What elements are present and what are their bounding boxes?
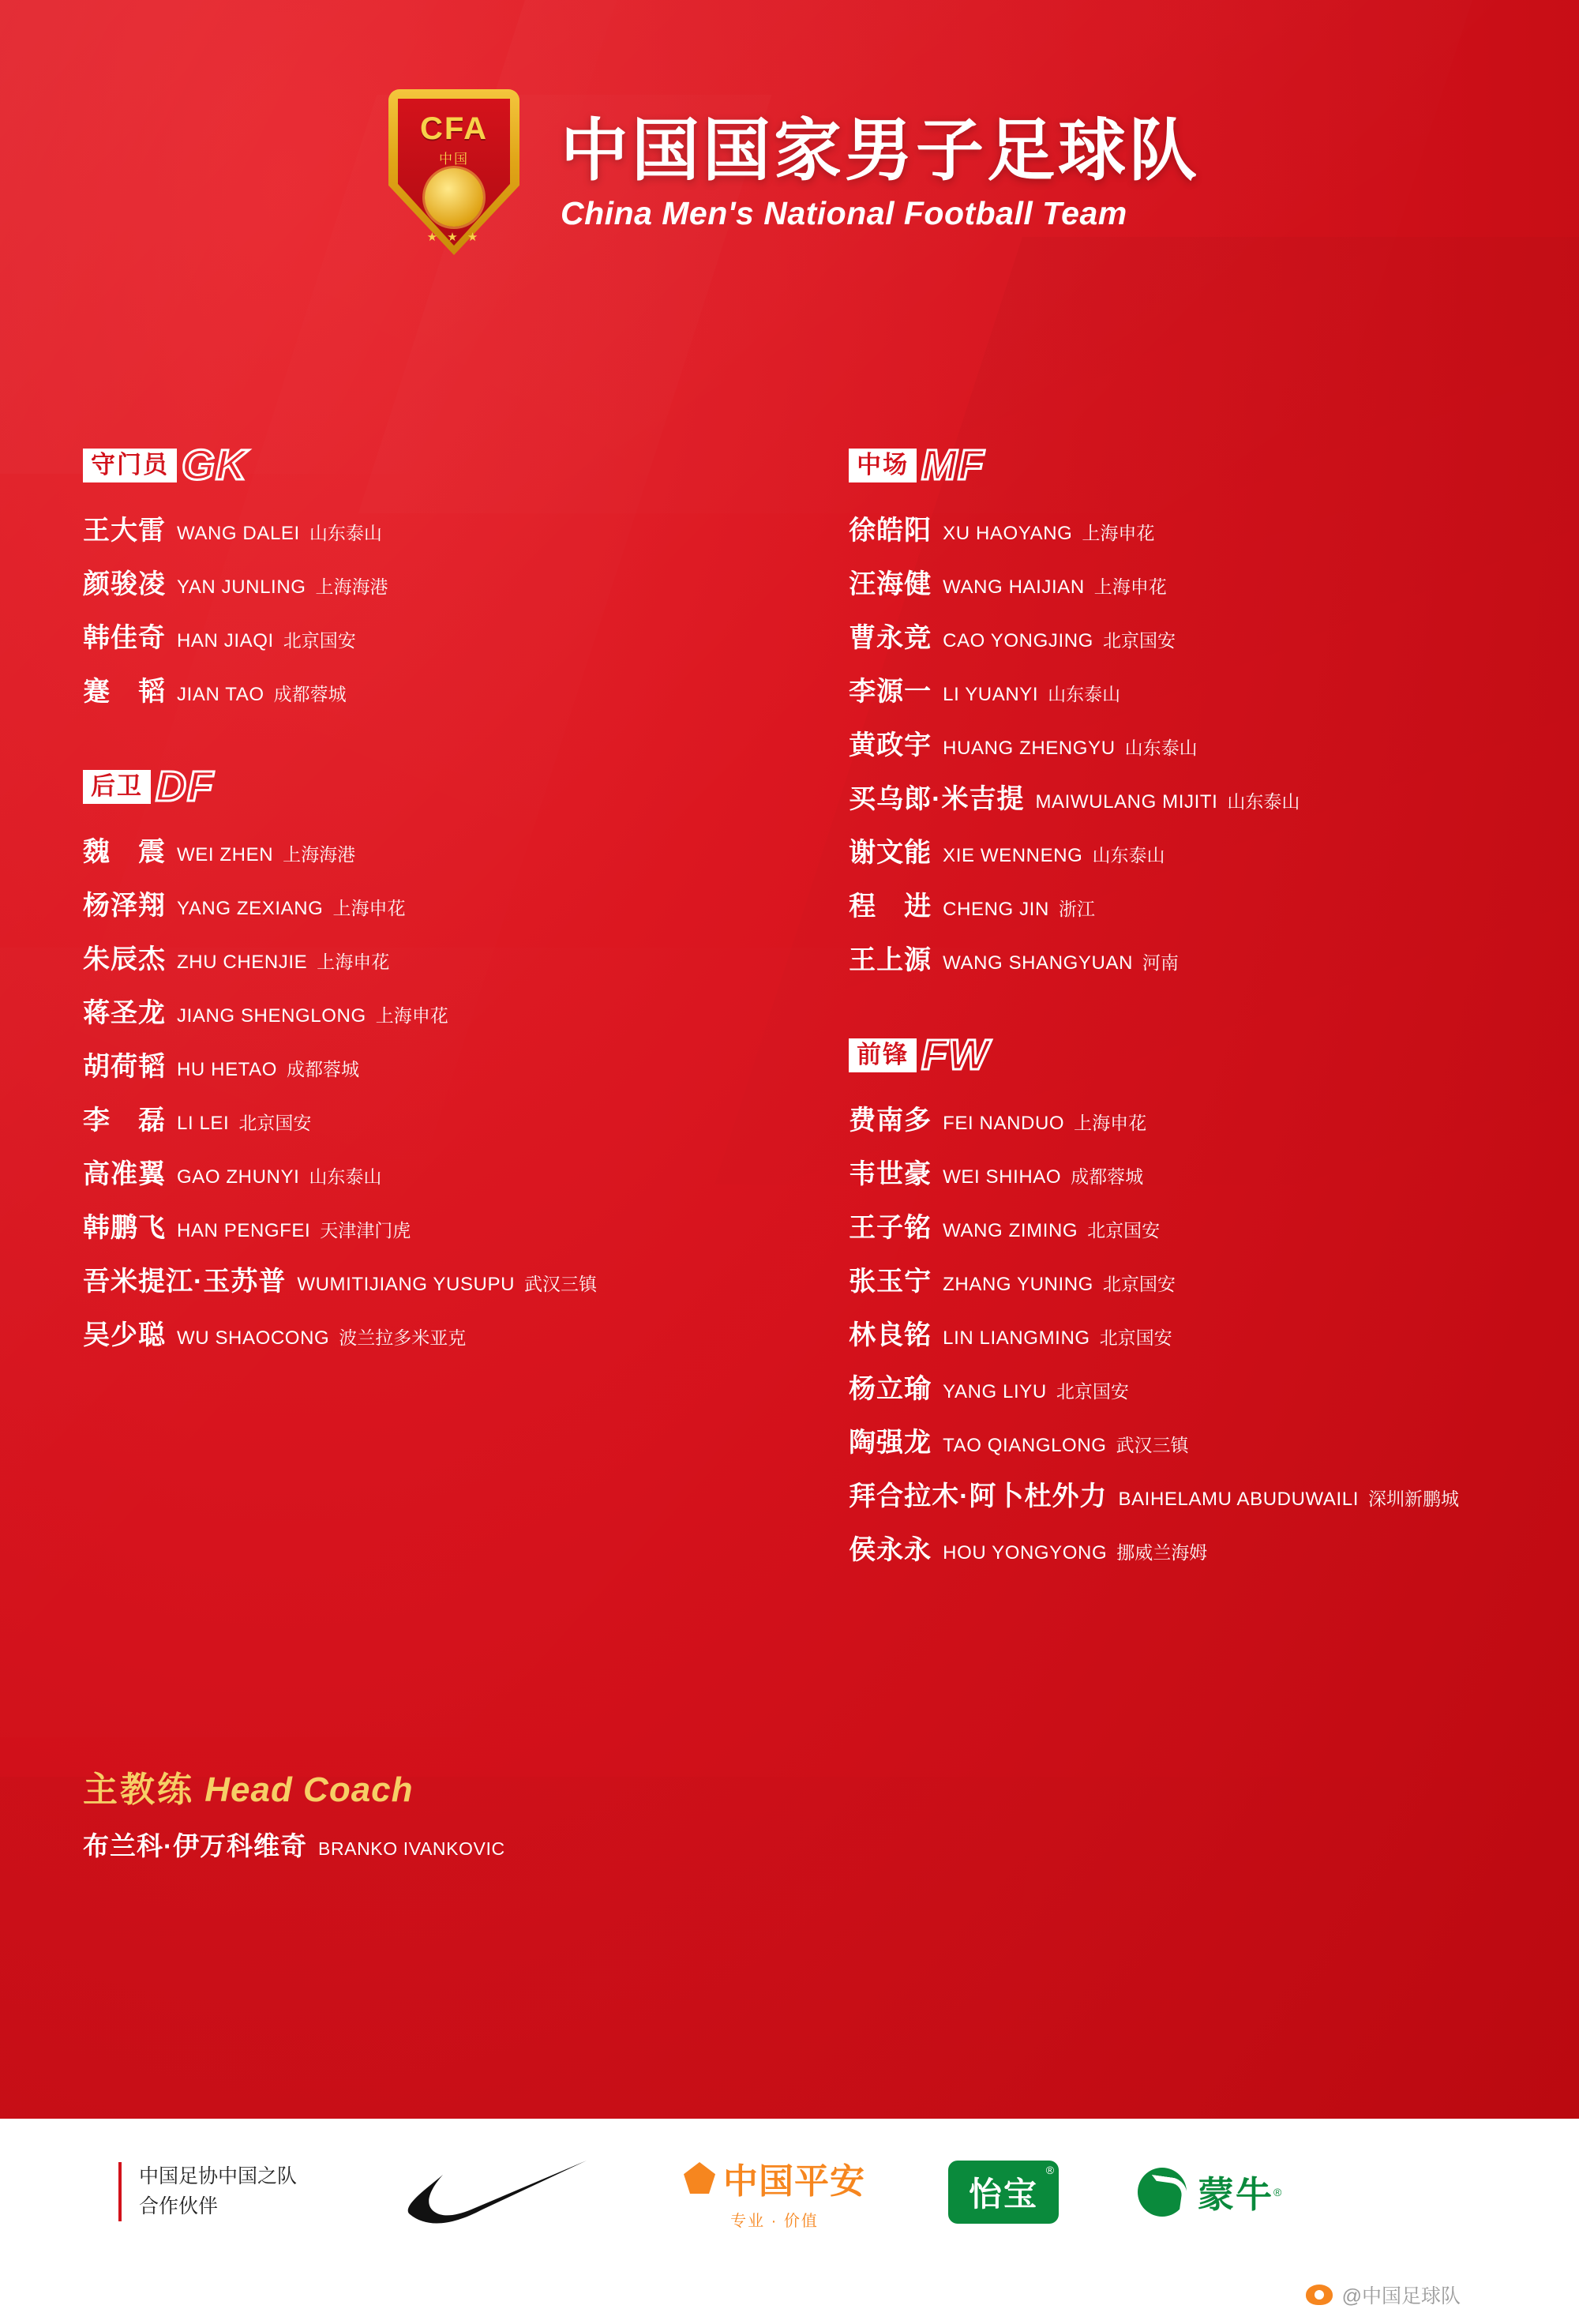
pingan-mark-icon bbox=[684, 2162, 715, 2194]
player-name-en: WEI ZHEN bbox=[177, 844, 274, 865]
cfa-crest-icon bbox=[379, 75, 529, 272]
player-row bbox=[849, 616, 1579, 655]
player-name-cn: 谢文能 bbox=[849, 838, 932, 868]
player-row bbox=[849, 670, 1579, 708]
right-column bbox=[849, 442, 1579, 1622]
player-name-en: CAO YONGJING bbox=[943, 630, 1093, 651]
player-name-en: HOU YONGYONG bbox=[943, 1542, 1108, 1564]
player-club: 天津津门虎 bbox=[320, 1220, 411, 1241]
player-row bbox=[849, 938, 1579, 977]
player-name-en: CHENG JIN bbox=[943, 899, 1049, 920]
player-club: 山东泰山 bbox=[1227, 791, 1300, 812]
player-name-cn: 侯永永 bbox=[849, 1535, 932, 1565]
player-club: 上海海港 bbox=[315, 576, 388, 597]
player-name-cn: 王大雷 bbox=[83, 516, 166, 546]
player-row bbox=[83, 1260, 774, 1298]
crest-stars: ★ ★ ★ bbox=[426, 231, 482, 244]
group-df bbox=[83, 764, 774, 1352]
player-name-cn: 买乌郎·米吉提 bbox=[849, 784, 1025, 814]
player-name-cn: 曹永竞 bbox=[849, 623, 932, 653]
pingan-logo-top bbox=[684, 2153, 865, 2203]
group-header bbox=[849, 1032, 1579, 1078]
player-row bbox=[849, 1152, 1579, 1191]
coach-title bbox=[83, 1761, 505, 1812]
player-name-en: WEI SHIHAO bbox=[943, 1166, 1062, 1188]
player-club: 河南 bbox=[1142, 952, 1180, 973]
player-club: 波兰拉多米亚克 bbox=[339, 1327, 467, 1348]
player-name-en: GAO ZHUNYI bbox=[177, 1166, 300, 1188]
player-name-en: HU HETAO bbox=[177, 1059, 278, 1080]
player-club: 上海海港 bbox=[283, 844, 356, 865]
player-name-en: XIE WENNENG bbox=[943, 845, 1083, 866]
player-name-en: WU SHAOCONG bbox=[177, 1327, 330, 1349]
player-name-cn: 韦世豪 bbox=[849, 1159, 932, 1189]
group-gk bbox=[83, 442, 774, 708]
player-name-en: TAO QIANGLONG bbox=[943, 1435, 1107, 1456]
player-name-cn: 高准翼 bbox=[83, 1159, 166, 1189]
weibo-icon bbox=[1306, 2285, 1333, 2305]
player-name-en: WANG ZIMING bbox=[943, 1220, 1078, 1241]
player-club: 北京国安 bbox=[1099, 1327, 1172, 1348]
player-name-en: HAN PENGFEI bbox=[177, 1220, 311, 1241]
player-row bbox=[849, 1421, 1579, 1459]
player-name-cn: 林良铭 bbox=[849, 1320, 932, 1350]
group-label-abbr: MF bbox=[921, 441, 985, 489]
player-row bbox=[849, 1313, 1579, 1352]
player-row bbox=[83, 1045, 774, 1083]
player-name-cn: 汪海健 bbox=[849, 569, 932, 599]
group-label-cn: 后卫 bbox=[83, 770, 151, 804]
player-club: 武汉三镇 bbox=[524, 1274, 598, 1294]
mengniu-mark-icon bbox=[1138, 2168, 1187, 2217]
yibao-registered-mark: ® bbox=[1045, 2163, 1055, 2176]
group-mf bbox=[849, 442, 1579, 977]
player-name-en: HAN JIAQI bbox=[177, 630, 274, 651]
player-club: 北京国安 bbox=[1102, 630, 1176, 651]
player-name-cn: 徐皓阳 bbox=[849, 516, 932, 546]
weibo-credit bbox=[0, 2265, 1579, 2324]
player-name-cn: 朱辰杰 bbox=[83, 944, 166, 974]
player-name-en: WUMITIJIANG YUSUPU bbox=[297, 1274, 516, 1295]
coach-name-en: BRANKO IVANKOVIC bbox=[318, 1838, 505, 1859]
player-name-en: XU HAOYANG bbox=[943, 523, 1073, 544]
player-club: 山东泰山 bbox=[1048, 684, 1121, 704]
pingan-logo-text: 中国平安 bbox=[723, 2162, 866, 2201]
player-name-cn: 杨立瑜 bbox=[849, 1374, 932, 1404]
player-name-cn: 蹇 韬 bbox=[83, 677, 166, 707]
player-row bbox=[83, 991, 774, 1030]
pingan-tagline: 专业 · 价值 bbox=[730, 2213, 819, 2230]
player-club: 北京国安 bbox=[1102, 1274, 1176, 1294]
crest-cfa-text: CFA bbox=[420, 111, 488, 146]
player-name-cn: 颜骏凌 bbox=[83, 569, 166, 599]
group-fw bbox=[849, 1032, 1579, 1567]
player-row bbox=[83, 937, 774, 976]
yibao-logo-text: 怡宝 bbox=[969, 2175, 1039, 2213]
player-club: 成都蓉城 bbox=[1071, 1166, 1144, 1187]
player-name-cn: 王上源 bbox=[849, 945, 932, 975]
player-club: 山东泰山 bbox=[1124, 738, 1198, 758]
player-name-en: YANG ZEXIANG bbox=[177, 898, 324, 919]
group-label-cn: 前锋 bbox=[849, 1038, 917, 1072]
player-name-en: JIAN TAO bbox=[177, 684, 264, 705]
player-row bbox=[83, 562, 774, 601]
player-name-cn: 李 磊 bbox=[83, 1106, 166, 1136]
player-name-en: YAN JUNLING bbox=[177, 576, 306, 598]
player-name-cn: 韩佳奇 bbox=[83, 623, 166, 653]
player-row bbox=[849, 723, 1579, 762]
player-club: 山东泰山 bbox=[1092, 845, 1165, 865]
player-name-cn: 程 进 bbox=[849, 892, 932, 922]
partner-label bbox=[118, 2162, 297, 2221]
player-row bbox=[849, 1206, 1579, 1245]
yibao-logo bbox=[948, 2161, 1059, 2224]
player-name-en: WANG DALEI bbox=[177, 523, 300, 544]
player-name-en: LIN LIANGMING bbox=[943, 1327, 1090, 1349]
group-label-abbr: GK bbox=[182, 441, 247, 489]
player-name-en: HUANG ZHENGYU bbox=[943, 738, 1116, 759]
player-club: 挪威兰海姆 bbox=[1116, 1542, 1208, 1563]
player-name-cn: 胡荷韬 bbox=[83, 1052, 166, 1082]
player-row bbox=[83, 1206, 774, 1245]
player-row bbox=[83, 616, 774, 655]
group-label-abbr: FW bbox=[921, 1031, 990, 1079]
player-name-en: LI YUANYI bbox=[943, 684, 1039, 705]
pingan-logo bbox=[684, 2153, 865, 2231]
player-name-en: YANG LIYU bbox=[943, 1381, 1047, 1402]
player-name-cn: 吾米提江·玉苏普 bbox=[83, 1267, 287, 1297]
left-column bbox=[83, 442, 774, 1622]
coach-title-en: Head Coach bbox=[204, 1770, 414, 1809]
sponsor-row bbox=[0, 2119, 1579, 2265]
player-name-en: JIANG SHENGLONG bbox=[177, 1005, 366, 1027]
player-name-cn: 蒋圣龙 bbox=[83, 998, 166, 1028]
player-name-en: BAIHELAMU ABUDUWAILI bbox=[1118, 1489, 1359, 1510]
player-club: 成都蓉城 bbox=[273, 684, 347, 704]
player-name-en: ZHU CHENJIE bbox=[177, 952, 308, 973]
player-row bbox=[849, 1098, 1579, 1137]
player-row bbox=[849, 562, 1579, 601]
player-club: 山东泰山 bbox=[309, 1166, 382, 1187]
player-name-cn: 陶强龙 bbox=[849, 1428, 932, 1458]
group-label-cn: 守门员 bbox=[83, 449, 177, 482]
group-header bbox=[849, 442, 1579, 488]
player-name-en: WANG SHANGYUAN bbox=[943, 952, 1134, 974]
player-name-en: ZHANG YUNING bbox=[943, 1274, 1093, 1295]
mengniu-registered-mark: ® bbox=[1273, 2185, 1282, 2198]
player-name-cn: 杨泽翔 bbox=[83, 891, 166, 921]
player-name-cn: 吴少聪 bbox=[83, 1320, 166, 1350]
player-row bbox=[83, 1098, 774, 1137]
sponsor-footer bbox=[0, 2119, 1579, 2324]
player-name-en: MAIWULANG MIJITI bbox=[1035, 791, 1218, 813]
player-row bbox=[849, 1367, 1579, 1406]
crest-cn-text: 中国 bbox=[439, 152, 469, 167]
player-name-cn: 李源一 bbox=[849, 677, 932, 707]
player-row bbox=[849, 1528, 1579, 1567]
player-row bbox=[849, 1474, 1579, 1513]
player-row bbox=[83, 884, 774, 922]
player-name-cn: 王子铭 bbox=[849, 1213, 932, 1243]
player-name-cn: 韩鹏飞 bbox=[83, 1213, 166, 1243]
nike-logo-icon bbox=[392, 2156, 597, 2228]
player-row bbox=[849, 884, 1579, 923]
group-label-cn: 中场 bbox=[849, 449, 917, 482]
page-title-cn: 中国国家男子足球队 bbox=[561, 113, 1200, 190]
player-club: 浙江 bbox=[1058, 899, 1095, 919]
player-name-en: LI LEI bbox=[177, 1113, 230, 1134]
group-header bbox=[83, 764, 774, 809]
coach-name-cn: 布兰科·伊万科维奇 bbox=[83, 1831, 307, 1860]
player-club: 成都蓉城 bbox=[287, 1059, 360, 1079]
group-header bbox=[83, 442, 774, 488]
title-block bbox=[561, 115, 1200, 231]
weibo-handle: @中国足球队 bbox=[1341, 2285, 1461, 2307]
mengniu-logo bbox=[1138, 2166, 1281, 2218]
player-name-cn: 拜合拉木·阿卜杜外力 bbox=[849, 1481, 1108, 1511]
player-row bbox=[849, 1260, 1579, 1298]
player-club: 上海申花 bbox=[317, 952, 390, 972]
player-name-cn: 费南多 bbox=[849, 1106, 932, 1136]
player-club: 山东泰山 bbox=[309, 523, 382, 543]
poster-header bbox=[0, 75, 1579, 272]
player-name-en: WANG HAIJIAN bbox=[943, 576, 1085, 598]
player-club: 北京国安 bbox=[238, 1113, 312, 1133]
player-club: 上海申花 bbox=[1093, 576, 1167, 597]
player-row bbox=[849, 831, 1579, 869]
group-label-abbr: DF bbox=[156, 763, 214, 810]
player-name-en: FEI NANDUO bbox=[943, 1113, 1065, 1134]
player-club: 深圳新鹏城 bbox=[1367, 1489, 1459, 1509]
player-name-cn: 魏 震 bbox=[83, 837, 166, 867]
player-club: 武汉三镇 bbox=[1116, 1435, 1189, 1455]
player-row bbox=[83, 670, 774, 708]
player-row bbox=[83, 509, 774, 547]
player-row bbox=[83, 1152, 774, 1191]
player-club: 北京国安 bbox=[1056, 1381, 1129, 1402]
mengniu-logo-text: 蒙牛 bbox=[1198, 2173, 1274, 2215]
player-club: 上海申花 bbox=[332, 898, 406, 918]
player-row bbox=[83, 1313, 774, 1352]
crest-dragon-icon bbox=[425, 168, 483, 227]
player-name-cn: 张玉宁 bbox=[849, 1267, 932, 1297]
player-name-cn: 黄政宇 bbox=[849, 730, 932, 760]
player-row bbox=[849, 777, 1579, 816]
page-title-en: China Men's National Football Team bbox=[561, 194, 1127, 231]
player-club: 上海申花 bbox=[1082, 523, 1155, 543]
player-row bbox=[83, 830, 774, 869]
player-club: 上海申花 bbox=[1074, 1113, 1147, 1133]
partner-label-line1: 中国足协中国之队 bbox=[139, 2165, 298, 2187]
player-row bbox=[849, 509, 1579, 547]
player-club: 北京国安 bbox=[1087, 1220, 1161, 1241]
coach-name-row bbox=[83, 1826, 505, 1863]
head-coach-block bbox=[83, 1761, 505, 1863]
player-club: 上海申花 bbox=[375, 1005, 448, 1026]
squad-columns bbox=[0, 442, 1579, 1622]
coach-title-cn: 主教练 bbox=[83, 1770, 194, 1809]
player-club: 北京国安 bbox=[283, 630, 356, 651]
partner-label-line2: 合作伙伴 bbox=[139, 2194, 219, 2217]
